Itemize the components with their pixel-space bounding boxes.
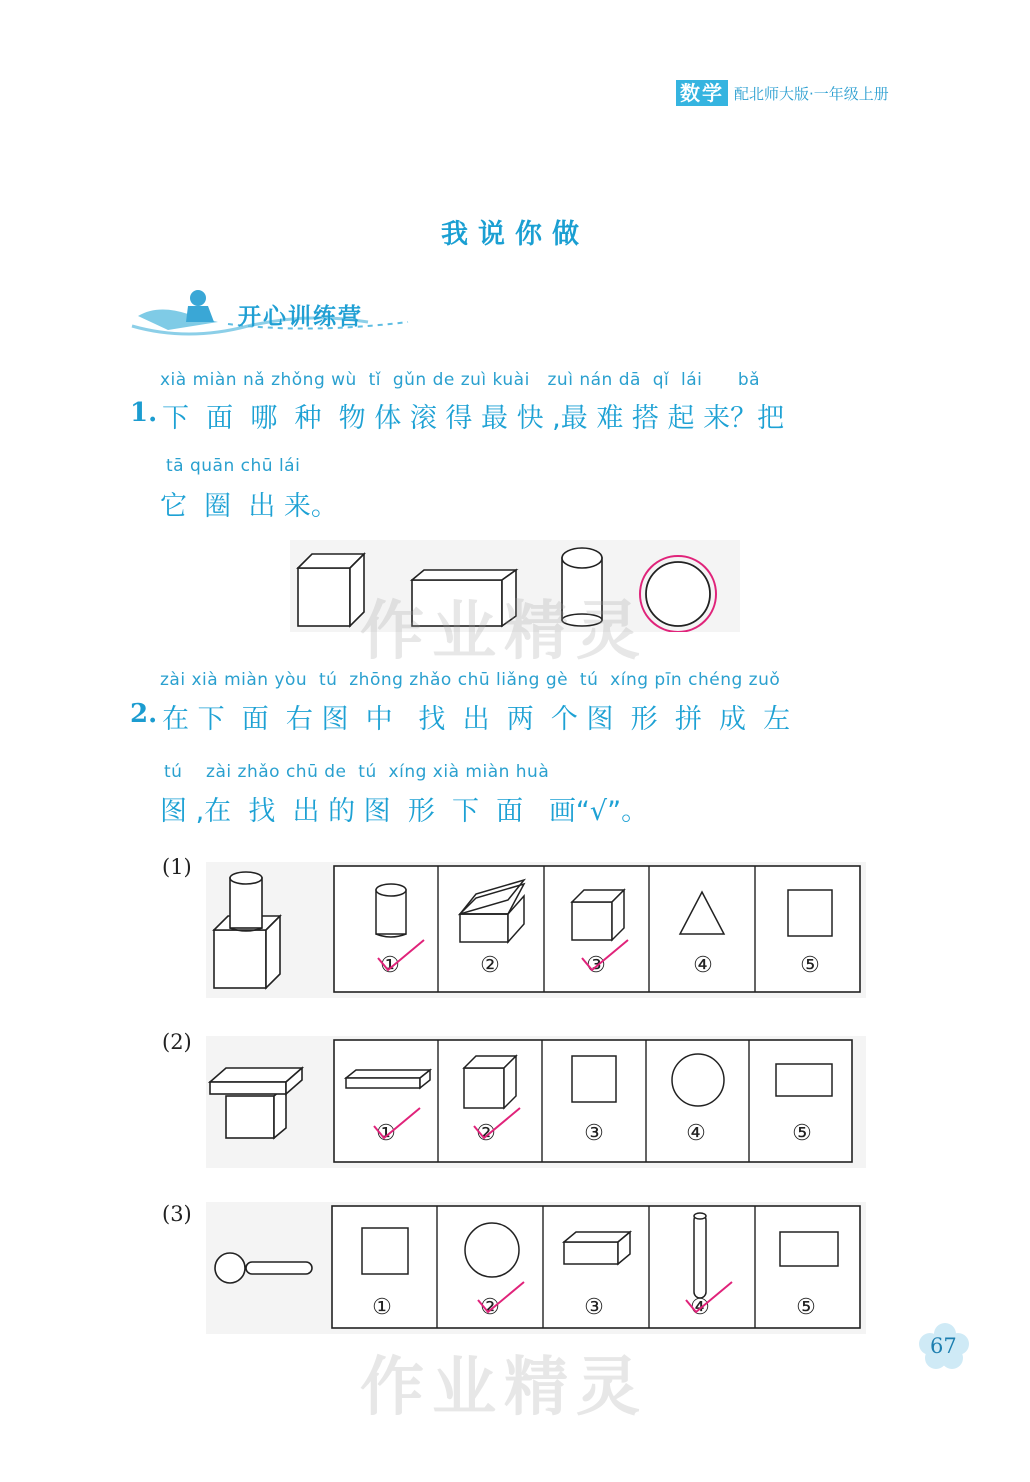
p1-option-5: ⑤ bbox=[800, 953, 820, 978]
p2-option-3: ③ bbox=[584, 1121, 604, 1146]
p3-option-4: ④ bbox=[690, 1295, 710, 1320]
watermark-bottom: 作业精灵 bbox=[360, 1351, 648, 1425]
q2-part3 bbox=[206, 1202, 866, 1334]
p1-option-4: ④ bbox=[693, 953, 713, 978]
q1-pinyin-line1: xià miàn nǎ zhǒng wù tǐ gǔn de zuì kuài zuì nán dā qǐ lái bǎ bbox=[160, 370, 761, 390]
q2-number: 2. bbox=[130, 699, 158, 729]
p1-option-1: ① bbox=[380, 953, 400, 978]
q2-part1 bbox=[206, 862, 866, 998]
q2-part2 bbox=[206, 1036, 866, 1168]
subject-badge: 数学 bbox=[676, 80, 728, 106]
p3-option-1: ① bbox=[372, 1295, 392, 1320]
section-banner-label: 开心训练营 bbox=[238, 304, 363, 330]
q1-text-line1: 下 面 哪 种 物 体 滚 得 最 快 ,最 难 搭 起 来？把 bbox=[162, 403, 785, 434]
page-number: 67 bbox=[930, 1334, 957, 1358]
edition-label: 配北师大版·一年级上册 bbox=[734, 85, 889, 103]
p1-option-3: ③ bbox=[586, 953, 606, 978]
p2-option-2: ② bbox=[476, 1121, 496, 1146]
cube-shape bbox=[298, 554, 364, 626]
p3-option-2: ② bbox=[480, 1295, 500, 1320]
q2-text-line2: 图 ,在 找 出 的 图 形 下 面 画“√”。 bbox=[160, 796, 649, 827]
p1-option-2: ② bbox=[480, 953, 500, 978]
q2-sub-label-3: (3) bbox=[162, 1202, 192, 1226]
q1-number: 1. bbox=[130, 398, 158, 428]
q2-pinyin-line1: zài xià miàn yòu tú zhōng zhǎo chū liǎng gè tú xíng pīn chéng zuǒ bbox=[160, 670, 781, 690]
q2-text-line1: 在 下 面 右 图 中 找 出 两 个 图 形 拼 成 左 bbox=[162, 704, 791, 735]
q2-sub-label-1: (1) bbox=[162, 855, 192, 879]
watermark-top: 作业精灵 bbox=[360, 595, 648, 669]
p2-option-5: ⑤ bbox=[792, 1121, 812, 1146]
p2-option-4: ④ bbox=[686, 1121, 706, 1146]
q1-text-line2: 它 圈 出 来。 bbox=[160, 491, 338, 522]
p3-option-3: ③ bbox=[584, 1295, 604, 1320]
page-title: 我说你做 bbox=[441, 219, 589, 250]
q2-sub-label-2: (2) bbox=[162, 1030, 192, 1054]
p3-option-5: ⑤ bbox=[796, 1295, 816, 1320]
q1-pinyin-line2: tā quān chū lái bbox=[166, 456, 301, 476]
sphere-shape bbox=[640, 556, 716, 632]
q2-pinyin-line2: tú zài zhǎo chū de tú xíng xià miàn huà bbox=[164, 762, 550, 782]
p2-option-1: ① bbox=[376, 1121, 396, 1146]
